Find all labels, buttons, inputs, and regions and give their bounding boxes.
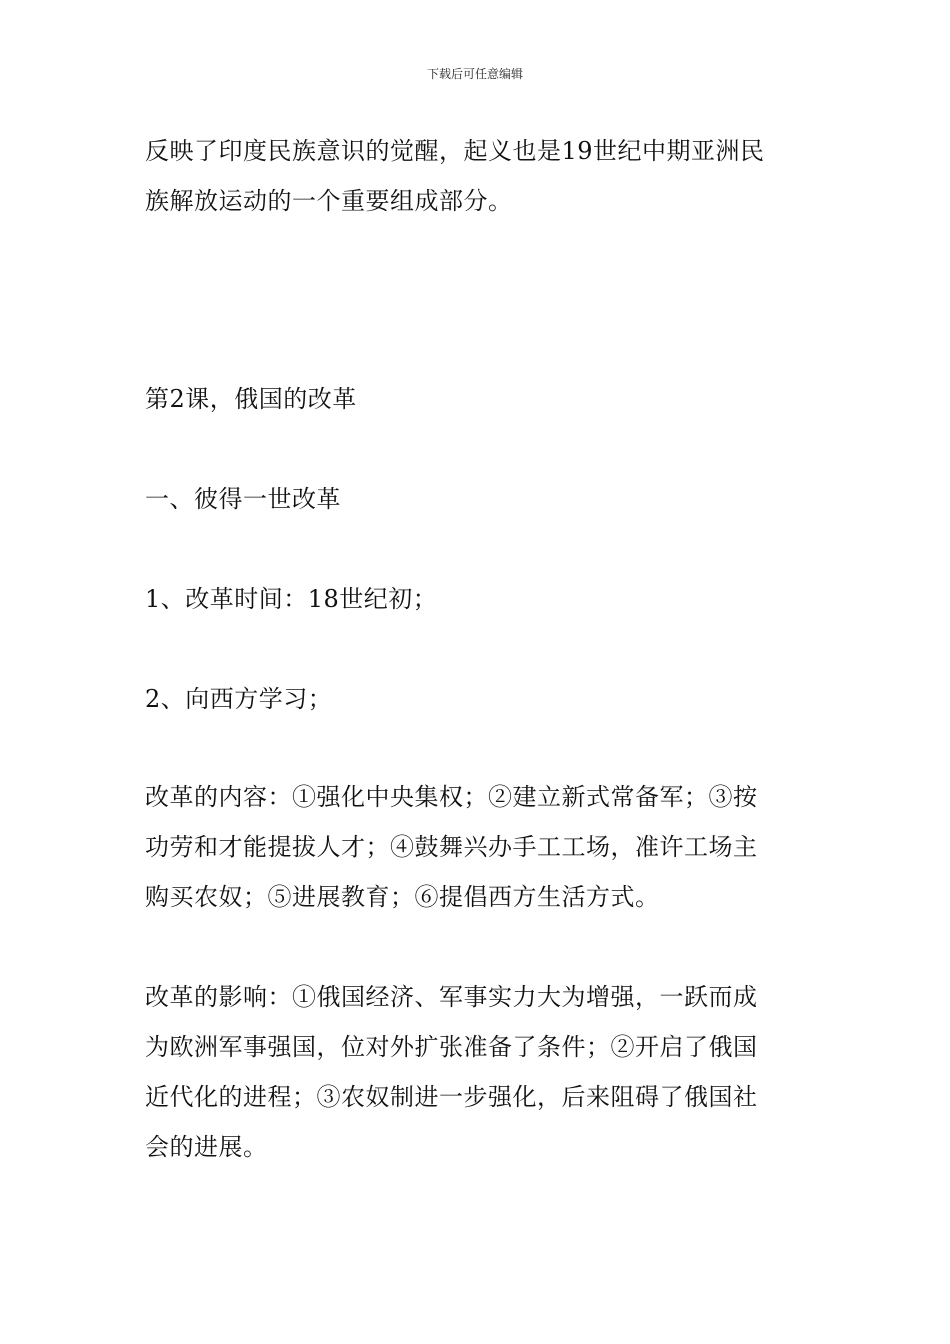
text-line: 购买农奴；⑤进展教育；⑥提倡西方生活方式。 — [145, 883, 660, 911]
list-item-reform-time — [145, 574, 810, 624]
text-line: 族解放运动的一个重要组成部分。 — [145, 187, 513, 215]
paragraph-reform-impact — [145, 972, 810, 1172]
paragraph-reform-content — [145, 772, 810, 922]
text-line: 2、向西方学习； — [145, 685, 333, 713]
text-line: 反映了印度民族意识的觉醒，起义也是19世纪中期亚洲民 — [145, 137, 765, 165]
text-line: 为欧洲军事强国，位对外扩张准备了条件；②开启了俄国 — [145, 1033, 758, 1061]
text-line: 会的进展。 — [145, 1133, 268, 1161]
lesson-title — [145, 374, 810, 424]
text-line: 1、改革时间：18世纪初； — [145, 585, 438, 613]
text-line: 第2课，俄国的改革 — [145, 385, 357, 413]
list-item-learn-west — [145, 674, 810, 724]
section-heading — [145, 474, 810, 524]
paragraph-intro-continuation — [145, 126, 810, 226]
text-line: 一、彼得一世改革 — [145, 485, 341, 513]
text-line: 改革的内容：①强化中央集权；②建立新式常备军；③按 — [145, 783, 758, 811]
text-line: 改革的影响：①俄国经济、军事实力大为增强，一跃而成 — [145, 983, 758, 1011]
page-header: 下载后可任意编辑 — [426, 67, 523, 81]
text-line: 近代化的进程；③农奴制进一步强化，后来阻碍了俄国社 — [145, 1083, 758, 1111]
text-line: 功劳和才能提拔人才；④鼓舞兴办手工工场，准许工场主 — [145, 833, 758, 861]
